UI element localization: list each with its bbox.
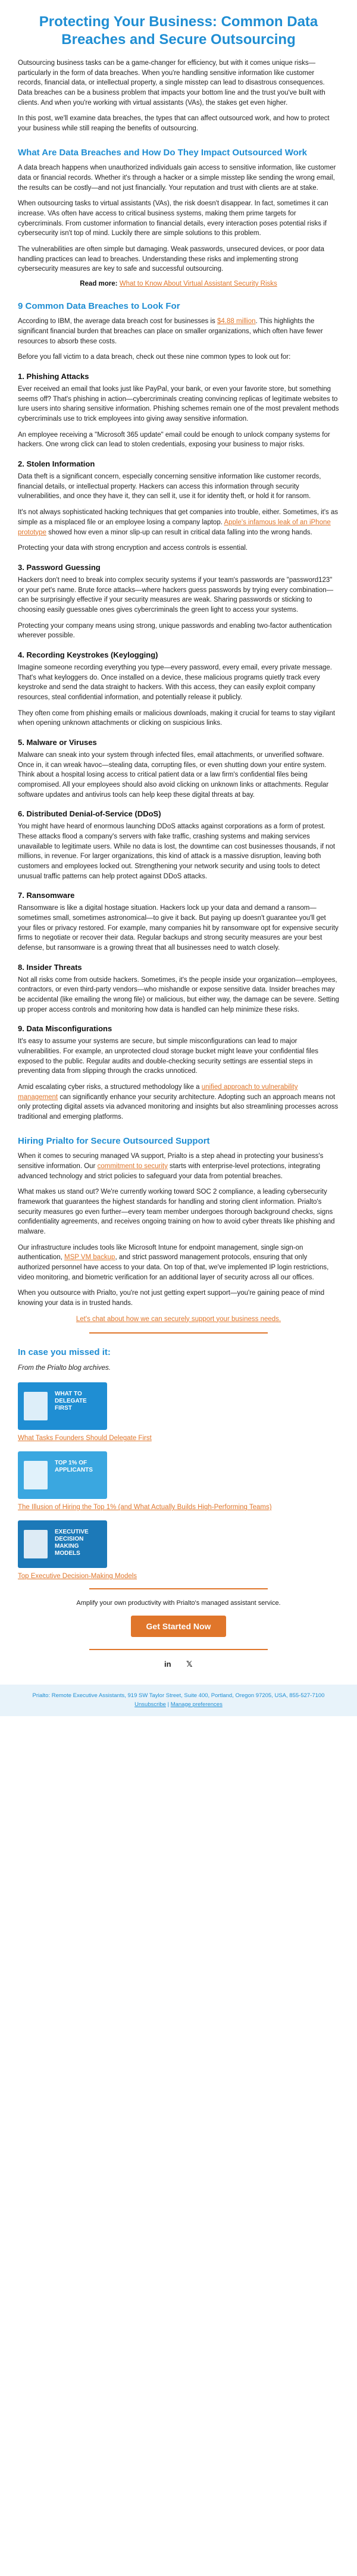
blog-thumbnail[interactable] [18, 1451, 107, 1499]
body-paragraph: The vulnerabilities are often simple but damaging. Weak passwords, unsecured devices, or poor data handling practices can lead to breaches. Understanding these risks and implementing strong cybersecurity measures are key to safe and successful outsourcing. [18, 245, 325, 273]
body-paragraph: When outsourcing tasks to virtual assistants (VAs), the risk doesn't disappear. In fact, sometimes it can increase. VAs often have access to critical business systems, making them prime targets for cybercriminals. From customer information to financial details, every interaction poses potential risks if cybersecurity isn't top of mind. Luckily there are simple solutions to this problem. [18, 200, 328, 237]
breach-heading: 9. Data Misconfigurations [18, 1024, 112, 1034]
missed-subtitle: From the Prialto blog archives. [18, 1364, 111, 1372]
blog-thumbnail[interactable] [18, 1520, 107, 1568]
divider [89, 1588, 268, 1589]
blog-thumbnail[interactable] [18, 1382, 107, 1430]
breach-paragraph: They often come from phishing emails or malicious downloads, making it crucial for teams to stay vigilant when opening unknown attachments or clicking on suspicious links. [18, 709, 336, 727]
thumbnail-caption: TOP 1% OF APPLICANTS [55, 1460, 93, 1474]
chat-cta-link[interactable]: Let's chat about how we can securely support your business needs. [76, 1315, 281, 1323]
divider [89, 1649, 268, 1650]
thumbnail-caption: EXECUTIVE DECISION MAKING MODELS [55, 1529, 89, 1557]
body-paragraph: Our infrastructure includes tools like Microsoft Intune for endpoint management, single sign-on authentication, MSP VM backup, and strict password management protocols, ensuring that only authorized personnel have access to your data. On top of that, we've implemented IP login restrictions, video monitoring, and biometric verification for an additional layer of security across all our offices. [18, 1244, 329, 1281]
breach-heading: 8. Insider Threats [18, 962, 82, 972]
intro-paragraph: In this post, we'll examine data breaches, the types that can affect outsourced work, and how to protect your business while still reaping the benefits of outsourcing. [18, 115, 330, 133]
breach-heading: 6. Distributed Denial-of-Service (DDoS) [18, 809, 161, 819]
breach-paragraph: Imagine someone recording everything you type—every password, every email, every private message. That's what keyloggers do. Once installed on a device, these malicious programs quietly track every keystroke and send the data straight to hackers. With this access, they can easily exploit company resources, steal confidential information, and potentially release it publicly. [18, 663, 332, 701]
breach-heading: 2. Stolen Information [18, 459, 95, 469]
footer-links: Unsubscribe | Manage preferences [134, 1701, 223, 1708]
section-heading-what: What Are Data Breaches and How Do They Impact Outsourced Work [18, 147, 307, 158]
body-paragraph: When it comes to securing managed VA support, Prialto is a step ahead in protecting your business's sensitive information. Our commitment to security starts with enterprise-level protections, integrating advanced technology and strict policies to safeguard your data from potential breaches. [18, 1153, 324, 1180]
body-paragraph: According to IBM, the average data breach cost for businesses is $4.88 million. This highlights the significant financial burden that breaches can place on smaller organizations, which often have fewer resources to absorb these costs. [18, 318, 323, 345]
security-commitment-link[interactable]: commitment to security [97, 1162, 168, 1170]
inline-link[interactable]: unified approach to vulnerability management [18, 1084, 298, 1101]
breach-list [18, 372, 339, 1122]
thumbnail-caption: WHAT TO DELEGATE FIRST [55, 1391, 87, 1412]
missed-heading: In case you missed it: [18, 1347, 111, 1358]
breach-paragraph: Data theft is a significant concern, especially concerning sensitive information like customer records, financial details, or intellectual property. Hackers can access this information through security vulnerabilities, and once they have it, they can sell it, use it for identity theft, or hold it for ransom. [18, 473, 321, 500]
manage-preferences-link[interactable]: Manage preferences [170, 1701, 223, 1708]
breach-paragraph: Ransomware is like a digital hostage situation. Hackers lock up your data and demand a ransom—sometimes small, sometimes astronomical—to give it back. But paying up doesn't guarantee you'll get your files or privacy restored. For example, many companies hit by ransomware opt for expensive security firms to negotiate or recover their data. Regular backups and strong security measures are your best defense, but ransomware is a growing threat that all businesses need to watch closely. [18, 904, 339, 951]
intro-paragraph: Outsourcing business tasks can be a game-changer for efficiency, but with it comes unique risks—particularly in the form of data breaches. When you're handling sensitive information like customer records, financial data, or intellectual property, a single misstep can lead to disastrous consequences. Data breaches can be a business problem that impacts your bottom line and the trust you've built with clients. And when you're working with virtual assistants (VAs), the stakes get even higher. [18, 60, 325, 107]
breach-paragraph: An employee receiving a "Microsoft 365 update" email could be enough to unlock company systems for hackers. One wrong click can lead to stolen credentials, exposing your business to major risks. [18, 431, 330, 449]
breach-paragraph: Protecting your company means using strong, unique passwords and enabling two-factor authentication wherever possible. [18, 622, 332, 640]
breach-heading: 7. Ransomware [18, 891, 75, 900]
thumbnail-graphic [24, 1461, 48, 1489]
breach-paragraph: Protecting your data with strong encryption and access controls is essential. [18, 544, 248, 552]
body-paragraph: What makes us stand out? We're currently working toward SOC 2 compliance, a leading cybersecurity framework that guarantees the highest standards for handling and storing client information. Prialto's security measures go even further—every team member undergoes thorough background checks, signs confidentiality agreements, and receives ongoing training on how to avoid cyber threats like phishing and malware. [18, 1188, 335, 1235]
social-links [18, 1658, 339, 1670]
breach-paragraph: It's not always sophisticated hacking techniques that get companies into trouble, either. Sometimes, it's as simple as a misplaced file or an employee losing a company laptop. Apple's infamous leak of an iPhone prototype showed how even a minor slip-up can result in critical data falling into the wrong hands. [18, 509, 339, 536]
x-icon[interactable]: 𝕏 [186, 1660, 193, 1669]
page-title: Protecting Your Business: Common Data Breaches and Secure Outsourcing [39, 14, 318, 48]
breach-paragraph: You might have heard of enormous launching DDoS attacks against corporations as a form of protest. These attacks flood a company's servers with fake traffic, crashing systems and making services unavailable to legitimate users. While no data is lost, the downtime can cost businesses thousands, if not millions, in revenue. For larger organizations, this kind of attack is a massive disruption, leaving both customers and employees locked out. Strengthening your network security and using tools to detect unusual traffic patterns can help protect against DDoS attacks. [18, 823, 336, 880]
body-paragraph: Before you fall victim to a data breach, check out these nine common types to look out for: [18, 353, 291, 361]
breach-paragraph: Ever received an email that looks just like PayPal, your bank, or even your favorite store, but something seems off? That's phishing in action—cybercriminals creating convincing replicas of legitimate websites to lure users into sharing sensitive information. Phishing schemes remain one of the most prevalent methods cybercriminals use to trick employees into giving away sensitive information. [18, 386, 339, 423]
breach-heading: 5. Malware or Viruses [18, 737, 97, 747]
breach-paragraph: Malware can sneak into your system through infected files, email attachments, or unverified software. Once in, it can wreak havoc—stealing data, corrupting files, or even shutting down your entire system. Think about a hospital losing access to critical patient data or a law firm's confidential files being compromised. All your employees should also avoid clicking on unknown links or attachments. Regular software updates and antivirus tools can help keep these digital threats at bay. [18, 751, 329, 799]
breach-paragraph: Hackers don't need to break into complex security systems if your team's passwords are "password123" or your pet's name. Brute force attacks—where hackers guess passwords by trying every combination—can be surprisingly effective if your security measures are weak. Sharing passwords or sticking to choosing easily guessable ones gives cybercriminals the green light to access your systems. [18, 576, 334, 614]
section-heading-common: 9 Common Data Breaches to Look For [18, 301, 180, 311]
read-more-link[interactable]: What to Know About Virtual Assistant Security Risks [119, 280, 277, 287]
breach-paragraph: Not all risks come from outside hackers. Sometimes, it's the people inside your organization—employees, contractors, or even third-party vendors—who mishandle or expose sensitive data. Insider breaches may be accidental (like emailing the wrong file) or malicious, but either way, the damage can be severe. Setting up proper access controls and monitoring how data is handled can help minimize these risks. [18, 976, 339, 1013]
section-heading-hiring: Hiring Prialto for Secure Outsourced Support [18, 1135, 210, 1146]
read-more-label: Read more: [80, 280, 118, 287]
breach-heading: 3. Password Guessing [18, 562, 101, 572]
ibm-cost-link[interactable]: $4.88 million [217, 318, 256, 325]
get-started-button[interactable]: Get Started Now [131, 1616, 226, 1637]
footer-address: Prialto: Remote Executive Assistants, 919 SW Taylor Street, Suite 400, Portland, Oregon 97205, USA, 855-527-7100 [32, 1692, 325, 1699]
msp-vm-backup-link[interactable]: MSP VM backup [64, 1254, 115, 1262]
breach-heading: 4. Recording Keystrokes (Keylogging) [18, 650, 158, 659]
amplify-text: Amplify your own productivity with Prialto's managed assistant service. [76, 1600, 281, 1607]
breach-paragraph: Amid escalating cyber risks, a structured methodology like a unified approach to vulnerability management can significantly enhance your security architecture. Adopting such an approach means not only protecting digital assets via advanced monitoring and insights but also streamlining processes across traditional and emerging platforms. [18, 1084, 339, 1121]
unsubscribe-link[interactable]: Unsubscribe [134, 1701, 166, 1708]
breach-paragraph: It's easy to assume your systems are secure, but simple misconfigurations can lead to major vulnerabilities. For example, an unprotected cloud storage bucket might leave your confidential files exposed to the public. Regular audits and double-checking security settings are essential steps in preventing data from slipping through the cracks unnoticed. [18, 1038, 319, 1075]
linkedin-icon[interactable]: in [164, 1660, 171, 1669]
breach-heading: 1. Phishing Attacks [18, 372, 89, 381]
email-body [18, 0, 339, 1685]
blog-post-link[interactable]: What Tasks Founders Should Delegate First [18, 1435, 152, 1442]
blog-post-link[interactable]: The Illusion of Hiring the Top 1% (and What Actually Builds High-Performing Teams) [18, 1504, 272, 1511]
divider [89, 1332, 268, 1334]
blog-post-link[interactable]: Top Executive Decision-Making Models [18, 1573, 137, 1580]
read-more [18, 280, 339, 287]
body-paragraph: When you outsource with Prialto, you're not just getting expert support—you're gaining peace of mind knowing your data is in trusted hands. [18, 1289, 325, 1307]
body-paragraph: A data breach happens when unauthorized individuals gain access to sensitive information, like customer data or financial records. Whether it's through a hacker or a simple misstep like sending the wrong email, the results can be costly—and not just financially. Your reputation and trust with clients are at stake. [18, 164, 336, 192]
thumbnail-graphic [24, 1392, 48, 1420]
thumbnail-graphic [24, 1530, 48, 1558]
blog-post-list [18, 1382, 339, 1580]
footer [0, 1685, 357, 1716]
cta-paragraph [18, 1314, 339, 1325]
inline-link[interactable]: Apple's infamous leak of an iPhone prototype [18, 518, 331, 536]
